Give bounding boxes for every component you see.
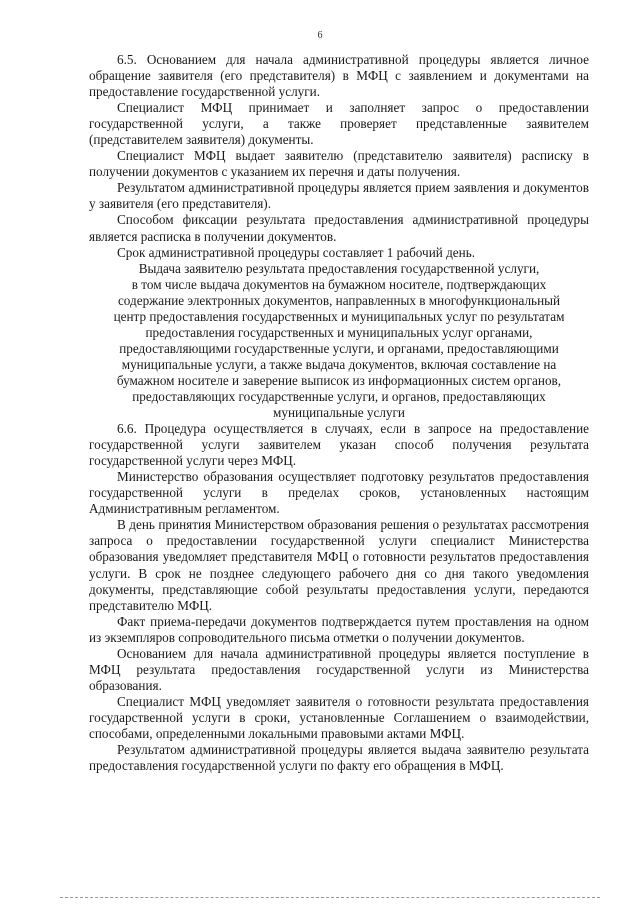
heading-line: предоставления государственных и муниципальных услуг органами, bbox=[145, 324, 533, 340]
section-heading bbox=[89, 261, 589, 421]
page-number: 6 bbox=[317, 30, 323, 41]
heading-line: муниципальные услуги, а также выдача документов, включая составление на bbox=[121, 356, 557, 372]
paragraph: Специалист МФЦ выдает заявителю (представителю заявителя) расписку в получении документов с указанием их перечня и даты получения. bbox=[89, 148, 589, 180]
heading-line: предоставляющих государственные услуги, и органов, предоставляющих bbox=[132, 388, 546, 404]
heading-line: содержание электронных документов, направленных в многофункциональный bbox=[117, 292, 561, 308]
paragraph: Срок административной процедуры составляет 1 рабочий день. bbox=[117, 244, 476, 260]
heading-line: Выдача заявителю результата предоставления государственной услуги, bbox=[138, 260, 540, 276]
paragraph: Министерство образования осуществляет подготовку результатов предоставления государственной услуги в пределах сроков, установленных настоящим Административным регламентом. bbox=[89, 469, 589, 517]
paragraph: Специалист МФЦ уведомляет заявителя о готовности результата предоставления государственной услуги в сроки, установленные Соглашением о взаимодействии, способами, определенными локальными правовыми актами МФЦ. bbox=[89, 693, 589, 741]
scan-bottom-edge bbox=[60, 897, 600, 898]
paragraph: Факт приема-передачи документов подтверждается путем проставления на одном из экземпляров сопроводительного письма отметки о получении документов. bbox=[89, 613, 589, 645]
heading-line: центр предоставления государственных и муниципальных услуг по результатам bbox=[113, 308, 565, 324]
paragraph: Способом фиксации результата предоставления административной процедуры является расписка в получении документов. bbox=[89, 212, 589, 244]
paragraph: Результатом административной процедуры является выдача заявителю результата предоставления государственной услуги по факту его обращения в МФЦ. bbox=[89, 742, 589, 774]
paragraph: Результатом административной процедуры является прием заявления и документов у заявителя (его представителя). bbox=[89, 180, 589, 212]
paragraph: В день принятия Министерством образования решения о результатах рассмотрения запроса о предоставлении государственной услуги специалист Министерства образования уведомляет представителя МФЦ о готовности результатов предоставления услуги. В срок не позднее следующего рабочего дня со дня такого уведомления документы, представляющие собой результаты предоставления услуги, передаются представителю МФЦ. bbox=[89, 517, 589, 613]
paragraph: Специалист МФЦ принимает и заполняет запрос о предоставлении государственной услуги, а также проверяет представленные заявителем (представителем заявителя) документы. bbox=[89, 100, 589, 148]
heading-line: предоставляющими государственные услуги, и органами, предоставляющими bbox=[119, 340, 559, 356]
paragraph-6-5: 6.5. Основанием для начала административной процедуры является личное обращение заявителя (его представителя) в МФЦ с заявлением и документами на предоставление государственной услуги. bbox=[89, 52, 589, 100]
paragraph-6-6: 6.6. Процедура осуществляется в случаях, если в запросе на предоставление государственной услуги заявителем указан способ получения результата государственной услуги через МФЦ. bbox=[89, 421, 589, 469]
heading-line: муниципальные услуги bbox=[273, 405, 405, 421]
document-body bbox=[89, 52, 589, 774]
paragraph: Основанием для начала административной процедуры является поступление в МФЦ результата предоставления государственной услуги из Министерства образования. bbox=[89, 645, 589, 693]
heading-line: в том числе выдача документов на бумажном носителе, подтверждающих bbox=[131, 276, 547, 292]
heading-line: бумажном носителе и заверение выписок из информационных систем органов, bbox=[116, 372, 562, 388]
